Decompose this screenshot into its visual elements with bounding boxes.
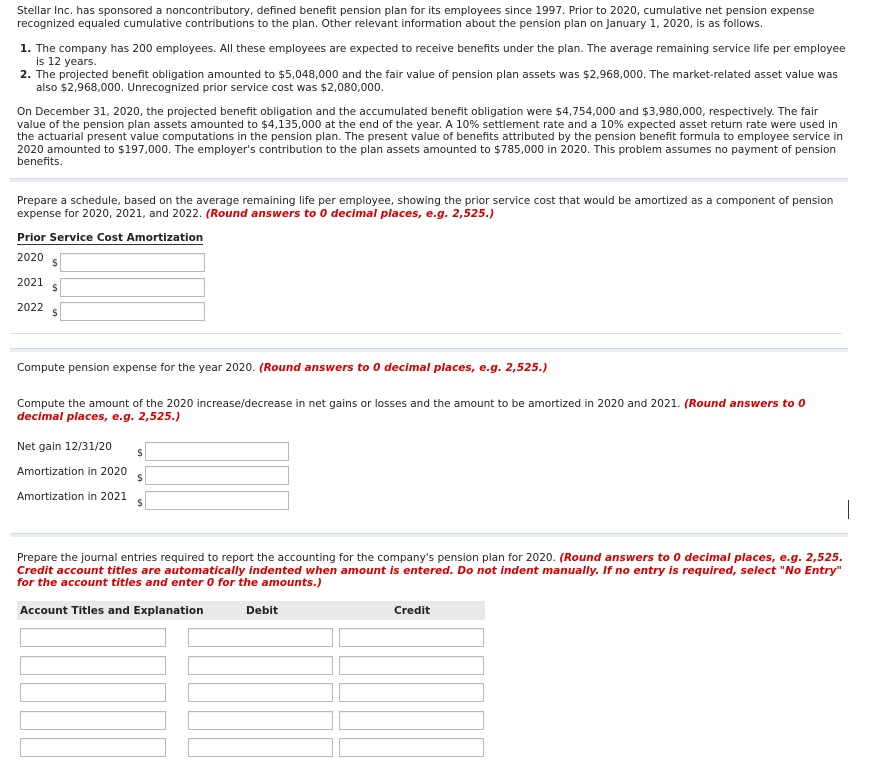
psc-2022-input[interactable]	[60, 302, 205, 321]
currency-symbol: $	[52, 308, 59, 319]
account-title-input[interactable]	[20, 711, 166, 730]
section-divider	[10, 533, 848, 537]
year-label: 2021	[17, 277, 44, 289]
currency-symbol: $	[137, 473, 144, 484]
q3-prompt-text: Compute the amount of the 2020 increase/decrease in net gains or losses and the amount to be amortized in 2020 and 2021.	[17, 398, 681, 410]
credit-input[interactable]	[339, 656, 484, 675]
q2-prompt-text: Compute pension expense for the year 2020.	[17, 362, 256, 374]
column-header-debit: Debit	[246, 605, 278, 617]
column-header-credit: Credit	[394, 605, 431, 617]
year-label: 2022	[17, 302, 44, 314]
currency-symbol: $	[52, 258, 59, 269]
q1-prompt	[17, 195, 837, 220]
account-title-input[interactable]	[20, 738, 166, 757]
credit-input[interactable]	[339, 683, 484, 702]
debit-input[interactable]	[188, 711, 333, 730]
q1-round-note: (Round answers to 0 decimal places, e.g. 2,525.)	[205, 207, 495, 220]
q2-prompt	[17, 362, 837, 375]
psc-2021-input[interactable]	[60, 278, 205, 297]
account-title-input[interactable]	[20, 683, 166, 702]
net-gain-input[interactable]	[145, 442, 289, 461]
q4-prompt	[17, 552, 847, 590]
amortization-2020-input[interactable]	[145, 466, 289, 485]
divider	[10, 333, 842, 334]
credit-input[interactable]	[339, 628, 484, 647]
fact-item	[17, 69, 847, 94]
debit-input[interactable]	[188, 683, 333, 702]
column-header-account: Account Titles and Explanation	[20, 605, 204, 617]
currency-symbol: $	[52, 283, 59, 294]
prior-service-cost-heading: Prior Service Cost Amortization	[17, 232, 204, 244]
fact-item	[17, 43, 847, 68]
fact-number: 2.	[20, 69, 32, 81]
section-divider	[10, 178, 848, 182]
intro-paragraph: Stellar Inc. has sponsored a noncontributory, defined benefit pension plan for its employees since 1997. Prior to 2020, cumulative net pension expense recognized equaled cumulative contributions to the plan. Other relevant information about the pension plan on January 1, 2020, is as follows.	[17, 5, 815, 30]
q4-round-note: (Round answers to 0 decimal places, e.g. 2,525. Credit account titles are automatically indented when amount is entered. Do not indent manually. If no entry is required, select "No Entry" for the account titles and enter 0 for the amounts.)	[17, 552, 844, 589]
q3-prompt	[17, 398, 837, 423]
account-title-input[interactable]	[20, 628, 166, 647]
currency-symbol: $	[137, 498, 144, 509]
section-divider	[10, 348, 848, 352]
q2-round-note: (Round answers to 0 decimal places, e.g. 2,525.)	[258, 362, 548, 374]
q1-prompt-text: Prepare a schedule, based on the average remaining life per employee, showing the prior service cost that would be amortized as a component of pension expense for 2020, 2021, and 2022.	[17, 195, 834, 220]
debit-input[interactable]	[188, 656, 333, 675]
psc-2020-input[interactable]	[60, 253, 205, 272]
q4-prompt-text: Prepare the journal entries required to report the accounting for the company's pension plan for 2020.	[17, 552, 556, 564]
year-label: 2020	[17, 252, 44, 264]
account-title-input[interactable]	[20, 656, 166, 675]
text-cursor	[848, 500, 849, 519]
fact-text: The company has 200 employees. All these employees are expected to receive benefits under the plan. The average remaining service life per employee is 12 years.	[36, 43, 846, 68]
q3-round-note: (Round answers to 0 decimal places, e.g. 2,525.)	[17, 398, 806, 423]
journal-table-header	[17, 601, 485, 620]
debit-input[interactable]	[188, 738, 333, 757]
gain-row-label: Amortization in 2021	[17, 491, 128, 503]
gain-row-label: Amortization in 2020	[17, 466, 128, 478]
fact-number: 1.	[20, 43, 32, 55]
facts-list	[17, 43, 847, 94]
december-paragraph: On December 31, 2020, the projected benefit obligation and the accumulated benefit obligation were $4,754,000 and $3,980,000, respectively. The fair value of the pension plan assets amounted to $4,135,000 at the end of the year. A 10% settlement rate and a 10% expected asset return rate were used in the actuarial present value computations in the pension plan. The present value of benefits attributed by the pension benefit formula to employee service in 2020 amounted to $197,000. The employer's contribution to the plan assets amounted to $785,000 in 2020. This problem assumes no payment of pension benefits.	[17, 106, 844, 168]
fact-text: The projected benefit obligation amounted to $5,048,000 and the fair value of pension plan assets was $2,968,000. The market-related asset value was also $2,968,000. Unrecognized prior service cost was $2,080,000.	[36, 69, 838, 94]
amortization-2021-input[interactable]	[145, 491, 289, 510]
debit-input[interactable]	[188, 628, 333, 647]
credit-input[interactable]	[339, 738, 484, 757]
currency-symbol: $	[137, 448, 144, 459]
gain-row-label: Net gain 12/31/20	[17, 441, 112, 453]
credit-input[interactable]	[339, 711, 484, 730]
